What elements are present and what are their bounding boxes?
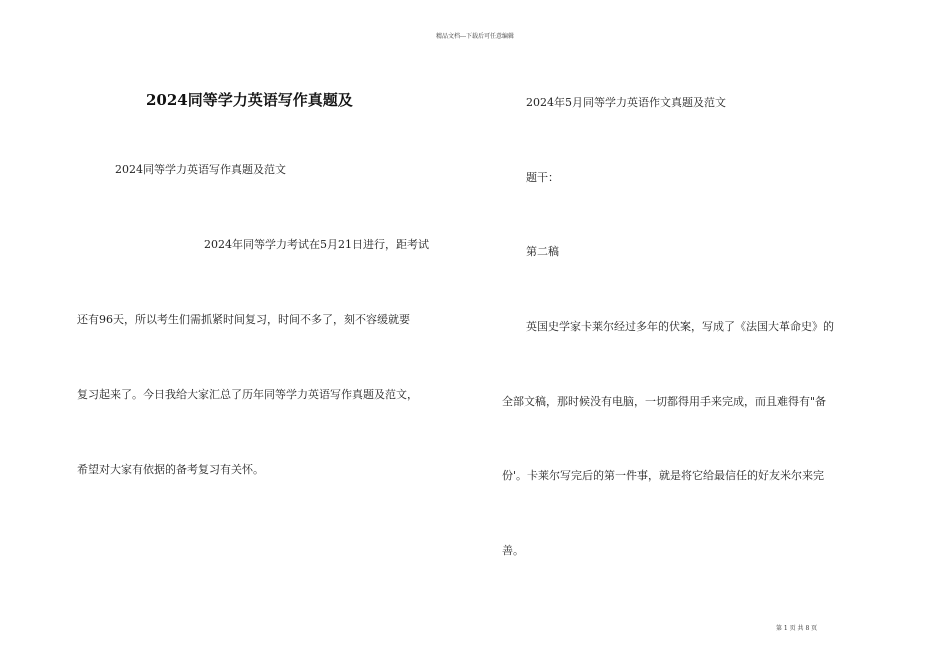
left-paragraph-line: 希望对大家有依据的备考复习有关怀。: [77, 463, 264, 476]
right-paragraph-line: 英国史学家卡莱尔经过多年的伏案，写成了《法国大革命史》的: [526, 320, 834, 333]
left-subtitle: 2024同等学力英语写作真题及范文: [115, 163, 286, 176]
left-paragraph-line: 还有96天，所以考生们需抓紧时间复习，时间不多了，刻不容缓就要: [77, 313, 410, 326]
right-label: 题干：: [526, 171, 559, 184]
right-heading: 2024年5月同等学力英语作文真题及范文: [526, 96, 726, 109]
left-paragraph-line: 复习起来了。今日我给大家汇总了历年同等学力英语写作真题及范文，: [77, 388, 418, 401]
left-paragraph-line: 2024年同等学力考试在5月21日进行，距考试: [204, 238, 429, 251]
page-header: 精品文档---下载后可任意编辑: [435, 33, 515, 40]
right-paragraph-line: 全部文稿，那时候没有电脑，一切都得用手来完成，而且难得有"备: [502, 395, 827, 408]
page-footer: 第 1 页 共 8 页: [776, 625, 818, 632]
right-paragraph-line: 善。: [502, 544, 524, 557]
right-section: 第二稿: [526, 245, 559, 258]
right-paragraph-line: 份'。卡莱尔写完后的第一件事，就是将它给最信任的好友米尔来完: [502, 469, 825, 482]
document-title: 2024同等学力英语写作真题及: [146, 91, 353, 109]
